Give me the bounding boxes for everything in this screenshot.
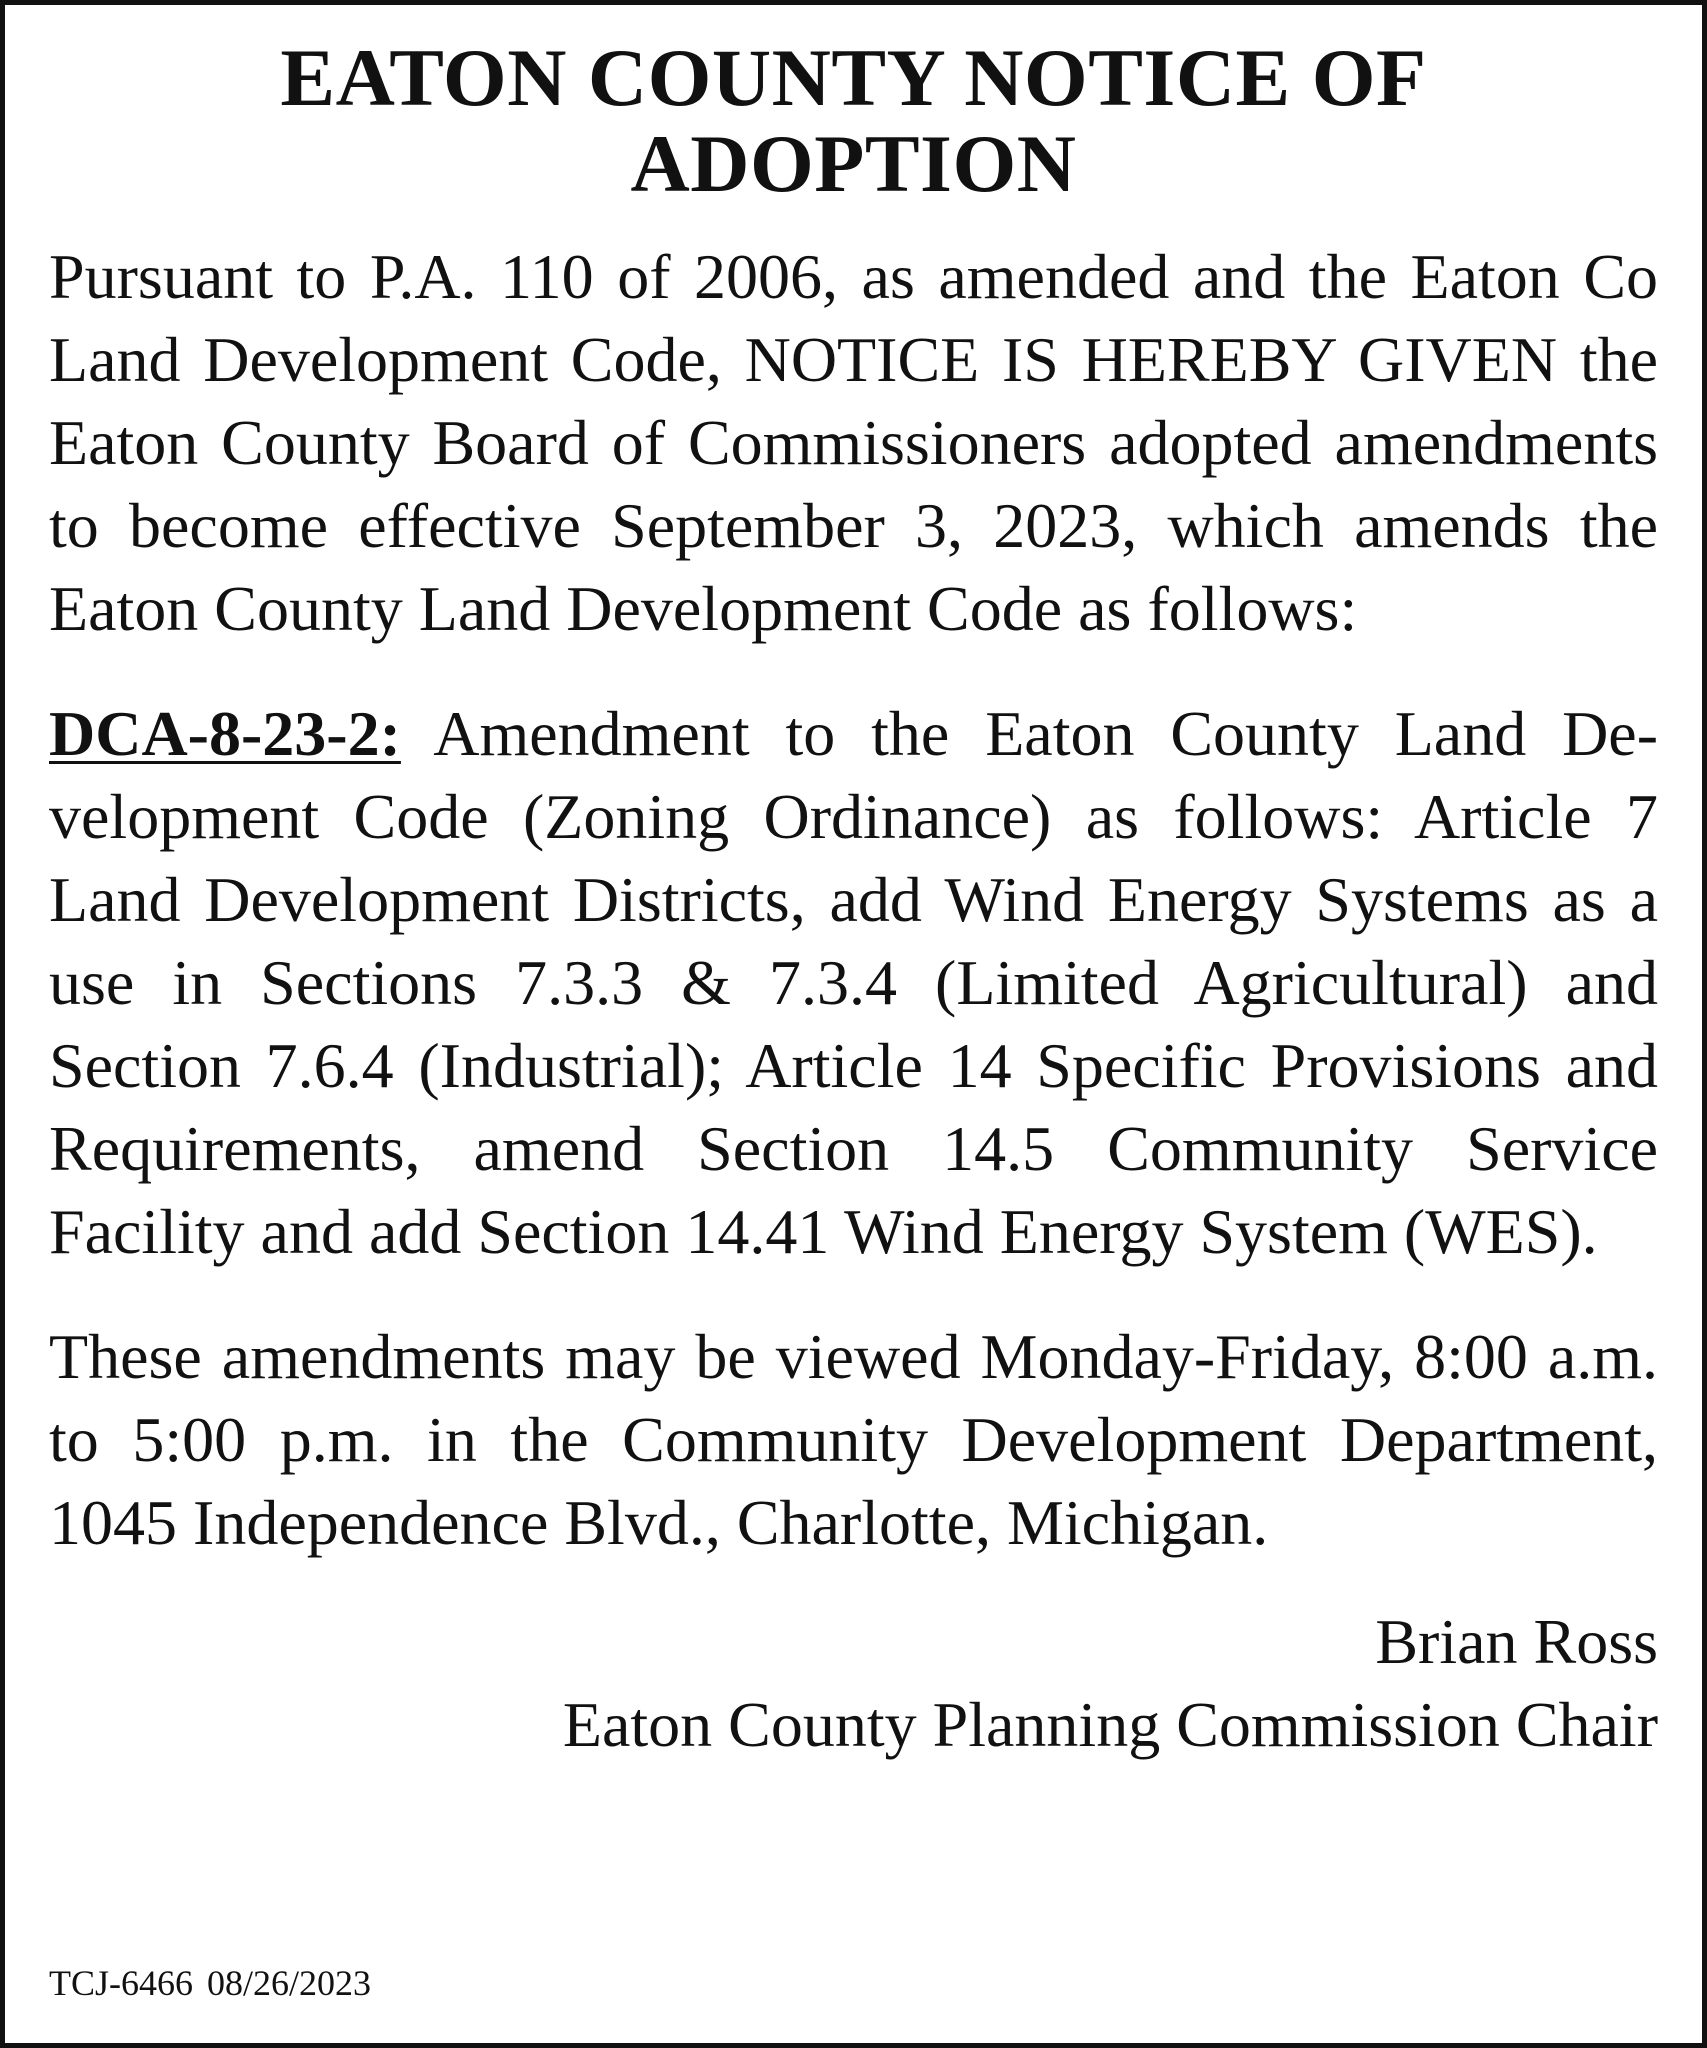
- publication-code: TCJ-6466: [49, 1963, 193, 2003]
- amendment-reference: DCA-8-23-2:: [49, 698, 401, 769]
- signer-title: Eaton County Planning Commission Chair: [562, 1689, 1658, 1760]
- intro-paragraph: Pursuant to P.A. 110 of 2006, as amended and the Eaton Co Land Development Code, NOTICE IS HEREBY GIVEN the Eaton County Board of Commissioners adopted amendments to become effective September 3, 2023, which amends the Eaton County Land Development Code as follows:: [49, 241, 1658, 644]
- notice-title: [49, 32, 1658, 209]
- viewing-paragraph: These amendments may be viewed Monday-Friday, 8:00 a.m. to 5:00 p.m. in the Community Development Department, 1045 Independence Blvd., Charlotte, Michigan.: [49, 1321, 1658, 1558]
- amendment-text: Amendment to the Eaton County Land Development Code (Zoning Ordinance) as follows: Article 7 Land Development Districts, add Wind Energy Systems as a use in Sections 7.3.3 & 7.3.4 (Limited Agricultural) and Section 7.6.4 (Industrial); Article 14 Specific Provisions and Requirements, amend Section 14.5 Community Service Facility and add Section 14.41 Wind Energy System (WES).: [49, 698, 1658, 1267]
- amendment-paragraph: [49, 692, 1658, 1273]
- title-line-1: EATON COUNTY NOTICE OF: [280, 32, 1427, 123]
- publication-footer: [49, 1963, 371, 2003]
- signature-block: [49, 1600, 1658, 1766]
- publication-date: 08/26/2023: [207, 1963, 372, 2003]
- signer-name: Brian Ross: [1375, 1606, 1658, 1677]
- title-line-2: ADOPTION: [630, 118, 1077, 209]
